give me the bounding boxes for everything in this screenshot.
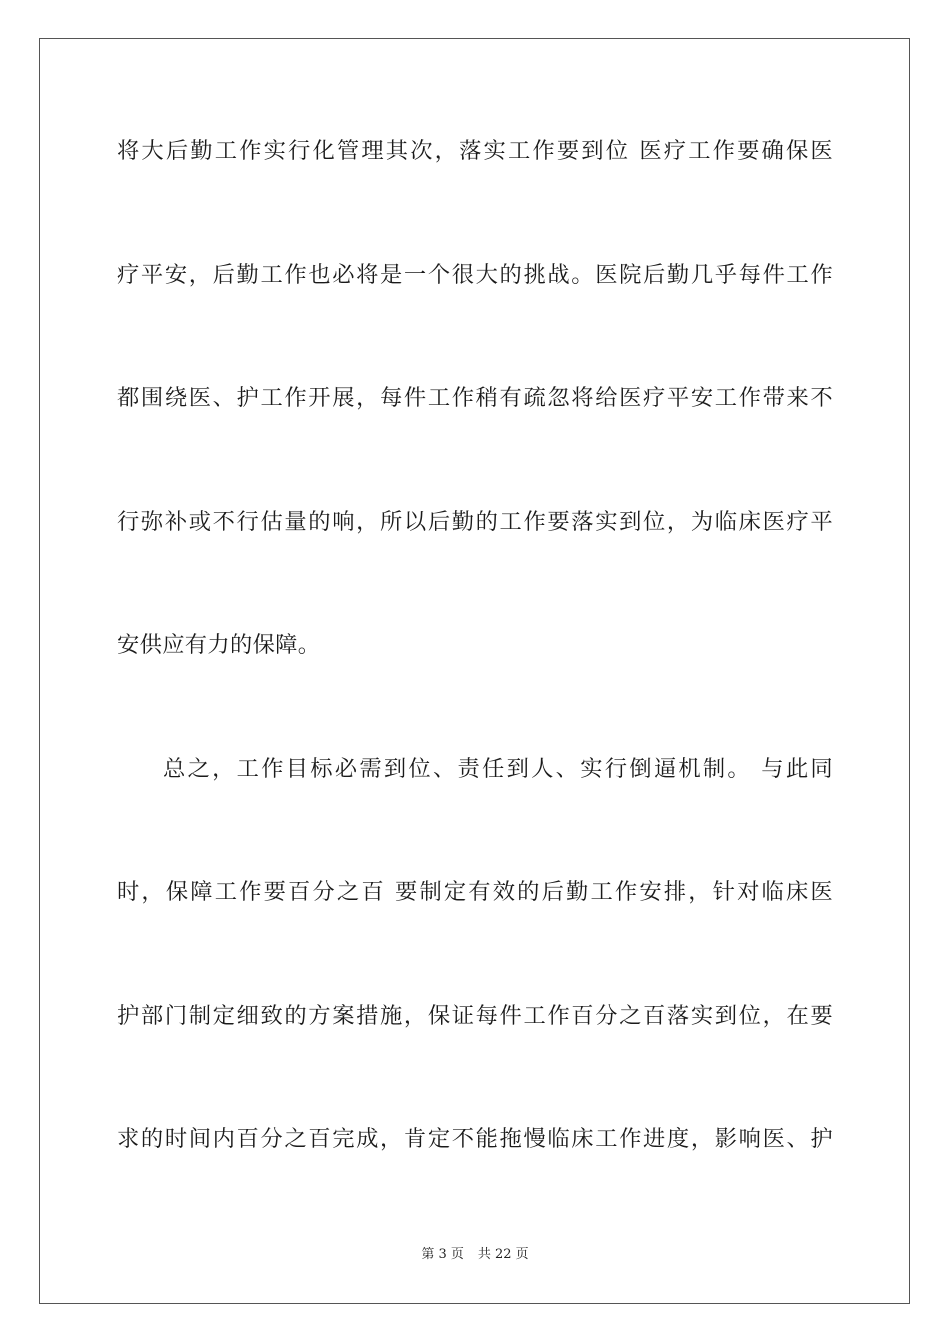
page-number: 第 3 页 bbox=[421, 1247, 464, 1262]
paragraph-first-line: 总之，工作目标必需到位、责任到人、实行倒逼机制。 与此同 bbox=[163, 756, 833, 782]
body-text-line: 安供应有力的保障。 bbox=[117, 632, 321, 658]
page-total: 共 22 页 bbox=[477, 1247, 529, 1262]
body-text-line: 求的时间内百分之百完成，肯定不能拖慢临床工作进度，影响医、护 bbox=[117, 1126, 833, 1152]
body-text-line: 都围绕医、护工作开展，每件工作稍有疏忽将给医疗平安工作带来不 bbox=[117, 385, 833, 411]
page-footer bbox=[0, 1247, 950, 1263]
page-border bbox=[39, 38, 910, 1304]
body-text-line: 将大后勤工作实行化管理其次，落实工作要到位 医疗工作要确保医 bbox=[117, 138, 833, 164]
body-text-line: 护部门制定细致的方案措施，保证每件工作百分之百落实到位，在要 bbox=[117, 1003, 833, 1029]
body-text-line: 行弥补或不行估量的响，所以后勤的工作要落实到位，为临床医疗平 bbox=[117, 509, 833, 535]
body-text-line: 疗平安，后勤工作也必将是一个很大的挑战。医院后勤几乎每件工作 bbox=[117, 262, 833, 288]
body-text-line: 时，保障工作要百分之百 要制定有效的后勤工作安排，针对临床医 bbox=[117, 879, 833, 905]
